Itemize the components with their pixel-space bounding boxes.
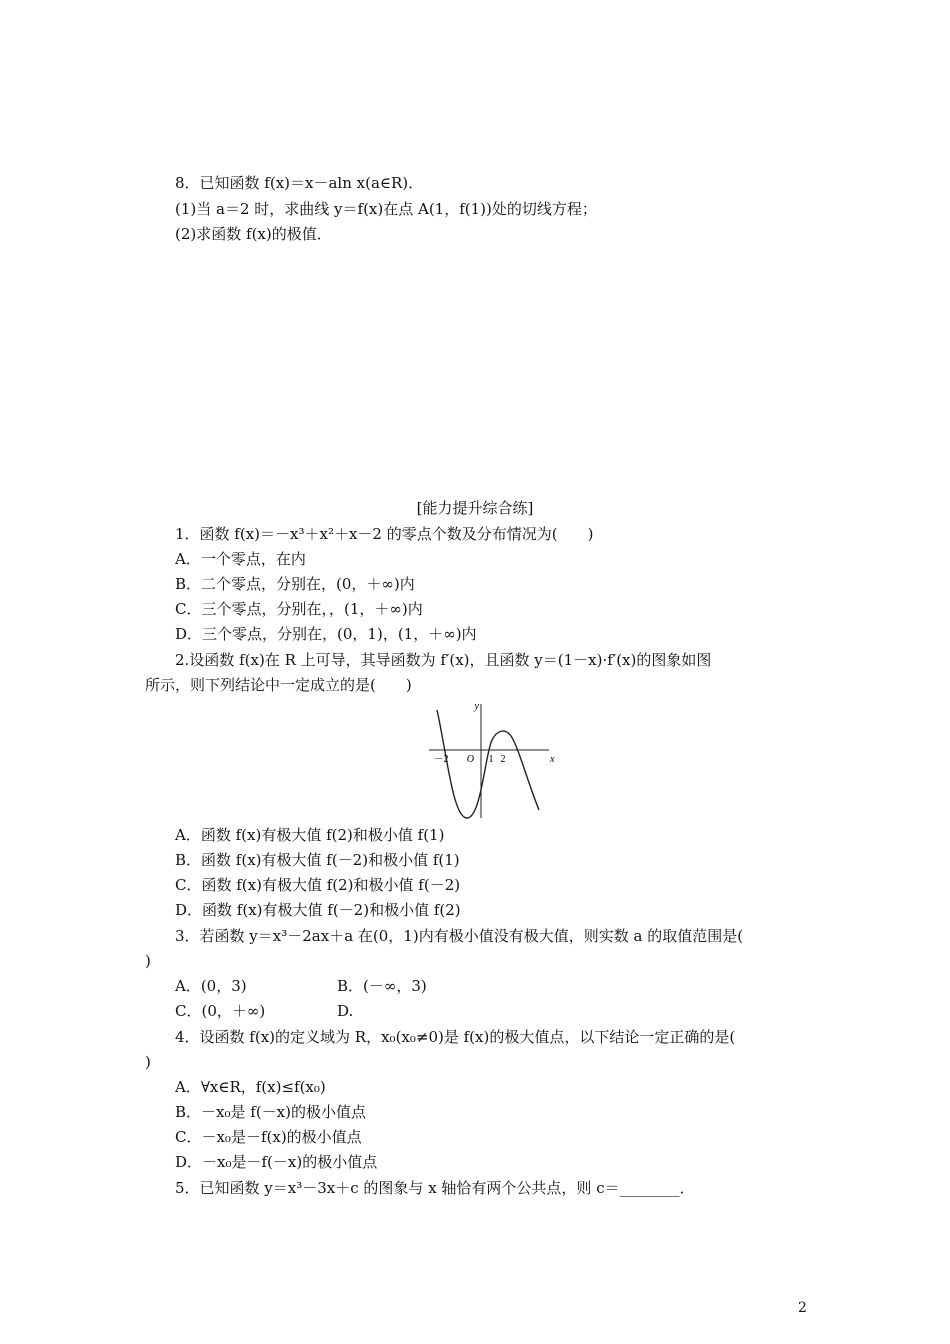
q2-stem-line1: 2.设函数 f(x)在 R 上可导，其导函数为 f′(x)，且函数 y＝(1－x)·f′(x)的图象如图 bbox=[175, 651, 712, 669]
q3-stem-line1: 3．若函数 y＝x³－2ax＋a 在(0，1)内有极小值没有极大值，则实数 a 的取值范围是( bbox=[175, 927, 744, 945]
q2-option-c: C．函数 f(x)有极大值 f(2)和极小值 f(－2) bbox=[175, 876, 461, 894]
q3-option-d: D. bbox=[337, 1002, 354, 1020]
q2-function-graph bbox=[425, 700, 557, 820]
q4-option-c: C．－x₀是－f(x)的极小值点 bbox=[175, 1128, 362, 1146]
q4-option-b: B．－x₀是 f(－x)的极小值点 bbox=[175, 1103, 366, 1121]
q1-option-b: B．二个零点，分别在，(0，＋∞)内 bbox=[175, 575, 415, 593]
origin-label: O bbox=[466, 754, 474, 765]
x-axis-label: x bbox=[550, 754, 555, 765]
q4-option-d: D．－x₀是－f(－x)的极小值点 bbox=[175, 1153, 378, 1171]
q4-stem-line1: 4．设函数 f(x)的定义域为 R，x₀(x₀≠0)是 f(x)的极大值点，以下结论一定正确的是( bbox=[175, 1028, 736, 1046]
q1-option-a: A．一个零点，在内 bbox=[175, 550, 306, 568]
page-number: 2 bbox=[798, 1300, 807, 1316]
q8-stem: 8．已知函数 f(x)＝x－aln x(a∈R)． bbox=[175, 174, 424, 192]
q4-option-a: A．∀x∈R，f(x)≤f(x₀) bbox=[175, 1078, 326, 1096]
tick-label-neg2: －2 bbox=[433, 754, 449, 765]
q2-option-d: D．函数 f(x)有极大值 f(－2)和极小值 f(2) bbox=[175, 901, 461, 919]
q1-stem: 1．函数 f(x)＝－x³＋x²＋x－2 的零点个数及分布情况为( ) bbox=[175, 525, 594, 543]
q3-option-a: A．(0，3) bbox=[175, 977, 247, 995]
q2-stem-line2: 所示，则下列结论中一定成立的是( ) bbox=[145, 676, 412, 694]
q3-option-b: B．(－∞，3) bbox=[337, 977, 427, 995]
q2-option-a: A．函数 f(x)有极大值 f(2)和极小值 f(1) bbox=[175, 826, 445, 844]
tick-label-1: 1 bbox=[488, 754, 494, 765]
q3-option-c: C．(0，＋∞) bbox=[175, 1002, 266, 1020]
section-title: [能力提升综合练] bbox=[416, 499, 534, 517]
tick-label-2: 2 bbox=[500, 754, 506, 765]
y-axis-label: y bbox=[474, 701, 479, 712]
q3-stem-line2: ) bbox=[145, 952, 151, 970]
q8-part1: (1)当 a＝2 时，求曲线 y＝f(x)在点 A(1，f(1))处的切线方程； bbox=[175, 200, 597, 218]
q4-stem-line2: ) bbox=[145, 1053, 151, 1071]
q2-option-b: B．函数 f(x)有极大值 f(－2)和极小值 f(1) bbox=[175, 851, 460, 869]
q8-part2: (2)求函数 f(x)的极值． bbox=[175, 225, 332, 243]
q5-stem: 5．已知函数 y＝x³－3x＋c 的图象与 x 轴恰有两个公共点，则 c＝________． bbox=[175, 1179, 695, 1197]
q1-option-d: D．三个零点，分别在，(0，1)，(1，＋∞)内 bbox=[175, 625, 477, 643]
q1-option-c: C．三个零点，分别在，，(1，＋∞)内 bbox=[175, 600, 423, 618]
